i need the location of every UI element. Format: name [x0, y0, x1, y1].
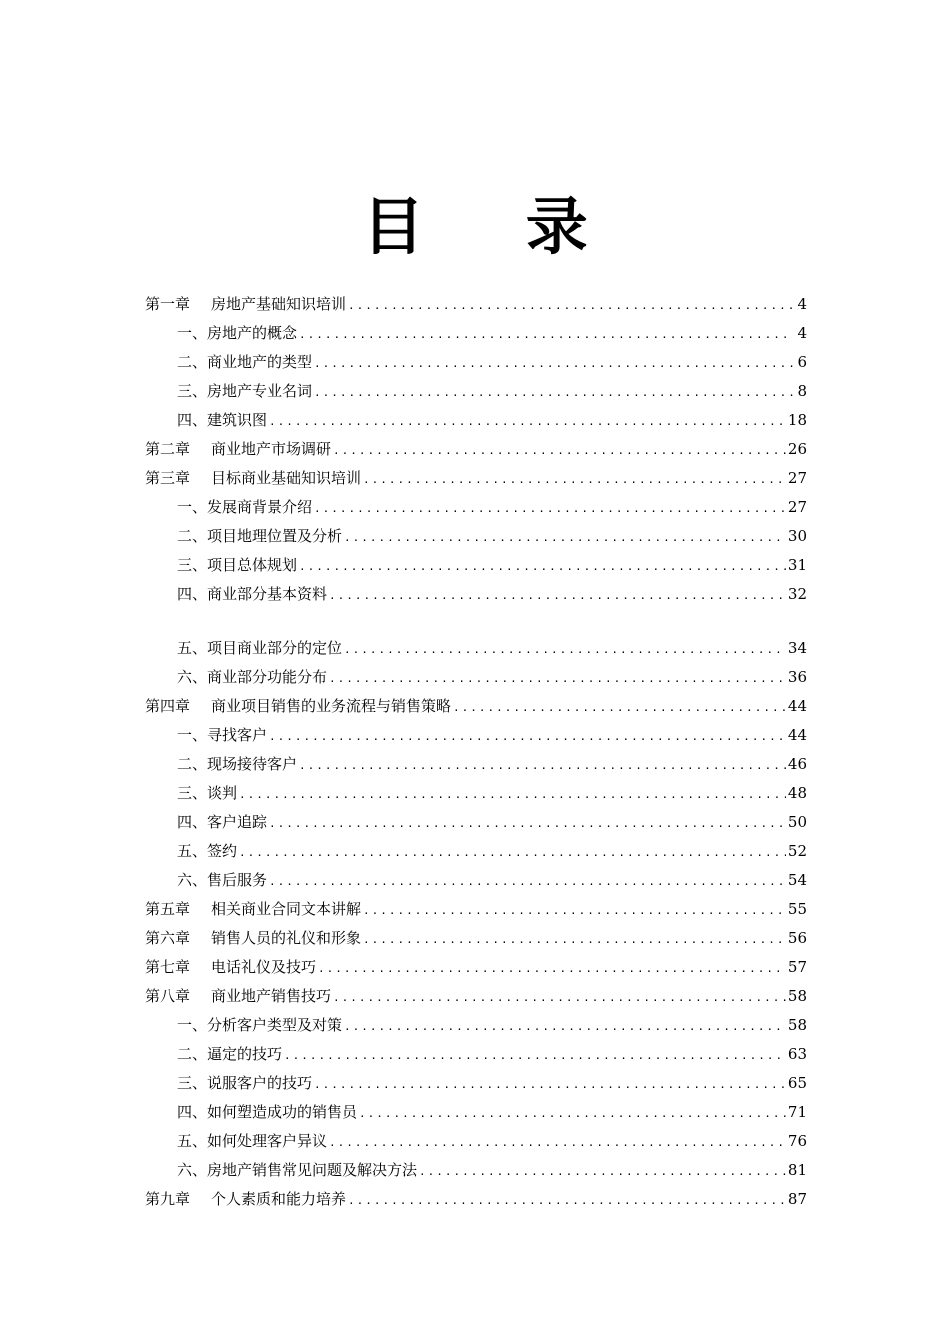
toc-entry-page: 50: [787, 813, 807, 831]
toc-entry[interactable]: [145, 982, 807, 1011]
toc-entry-page: 34: [787, 639, 807, 657]
toc-entry-page: 44: [787, 726, 807, 744]
toc-entry-number: 四、: [177, 585, 208, 603]
dot-leader: [299, 751, 786, 780]
toc-entry-title: 寻找客户: [207, 726, 268, 744]
dot-leader: [329, 581, 786, 610]
toc-entry-number: 六、: [177, 871, 208, 889]
toc-entry[interactable]: [145, 522, 807, 551]
toc-entry-page: 8: [797, 382, 807, 400]
toc-entry-number: 五、: [177, 1132, 208, 1150]
toc-entry-page: 4: [797, 295, 807, 313]
toc-entry[interactable]: [145, 779, 807, 808]
toc-entry-title: 商业项目销售的业务流程与销售策略: [211, 697, 452, 715]
dot-leader: [363, 896, 786, 925]
toc-entry-number: 一、: [177, 324, 208, 342]
toc-entry[interactable]: [145, 866, 807, 895]
toc-entry[interactable]: [145, 1069, 807, 1098]
toc-entry-number: 六、: [177, 1161, 208, 1179]
toc-entry[interactable]: [145, 551, 807, 580]
toc-entry-title: 房地产基础知识培训: [211, 295, 347, 313]
toc-entry-page: 36: [787, 668, 807, 686]
toc-entry[interactable]: [145, 377, 807, 406]
toc-entry[interactable]: [145, 493, 807, 522]
toc-entry-number: 一、: [177, 1016, 208, 1034]
toc-entry[interactable]: [145, 348, 807, 377]
toc-entry-title: 房地产的概念: [207, 324, 298, 342]
toc-entry-number: 一、: [177, 726, 208, 744]
toc-entry[interactable]: [145, 319, 807, 348]
dot-leader: [314, 378, 793, 407]
dot-leader: [363, 925, 786, 954]
toc-entry-number: 三、: [177, 784, 208, 802]
dot-leader: [363, 465, 786, 494]
dot-leader: [329, 1128, 786, 1157]
toc-entry[interactable]: [145, 837, 807, 866]
toc-entry-number: 三、: [177, 1074, 208, 1092]
toc-entry-number: 二、: [177, 353, 208, 371]
toc-entry-title: 谈判: [207, 784, 238, 802]
dot-leader: [269, 867, 786, 896]
dot-leader: [333, 983, 786, 1012]
toc-entry[interactable]: [145, 1156, 807, 1185]
toc-entry-page: 32: [787, 585, 807, 603]
toc-entry-title: 如何处理客户异议: [207, 1132, 328, 1150]
dot-leader: [329, 664, 786, 693]
dot-leader: [314, 1070, 786, 1099]
table-of-contents: [145, 290, 807, 1214]
toc-entry-title: 分析客户类型及对策: [207, 1016, 343, 1034]
toc-entry[interactable]: [145, 435, 807, 464]
toc-entry[interactable]: [145, 1098, 807, 1127]
toc-entry[interactable]: [145, 895, 807, 924]
dot-leader: [314, 494, 786, 523]
toc-entry-page: 71: [787, 1103, 807, 1121]
toc-entry-number: 第四章: [145, 697, 191, 715]
toc-entry-page: 81: [787, 1161, 807, 1179]
toc-entry-number: 四、: [177, 1103, 208, 1121]
toc-entry-page: 31: [787, 556, 807, 574]
toc-entry-page: 58: [787, 1016, 807, 1034]
toc-entry-number: 第九章: [145, 1190, 191, 1208]
toc-entry-number: 第一章: [145, 295, 191, 313]
toc-entry-number: 四、: [177, 411, 208, 429]
toc-entry-page: 46: [787, 755, 807, 773]
toc-entry-title: 目标商业基础知识培训: [211, 469, 362, 487]
toc-entry-title: 现场接待客户: [207, 755, 298, 773]
toc-entry-title: 逼定的技巧: [207, 1045, 283, 1063]
toc-entry-number: 五、: [177, 639, 208, 657]
toc-entry-title: 商业地产的类型: [207, 353, 313, 371]
toc-entry[interactable]: [145, 692, 807, 721]
dot-leader: [269, 407, 786, 436]
toc-entry-page: 56: [787, 929, 807, 947]
dot-leader: [299, 320, 793, 349]
toc-entry-number: 第三章: [145, 469, 191, 487]
dot-leader: [284, 1041, 786, 1070]
toc-entry-title: 项目商业部分的定位: [207, 639, 343, 657]
dot-leader: [299, 552, 786, 581]
toc-entry-title: 电话礼仪及技巧: [211, 958, 317, 976]
toc-entry-page: 44: [787, 697, 807, 715]
toc-entry[interactable]: [145, 290, 807, 319]
toc-entry-number: 二、: [177, 1045, 208, 1063]
toc-entry[interactable]: [145, 924, 807, 953]
toc-entry[interactable]: [145, 1185, 807, 1214]
toc-entry-title: 房地产专业名词: [207, 382, 313, 400]
toc-entry-number: 第八章: [145, 987, 191, 1005]
toc-entry[interactable]: [145, 1040, 807, 1069]
toc-entry-page: 6: [797, 353, 807, 371]
dot-leader: [314, 349, 793, 378]
toc-entry-page: 48: [787, 784, 807, 802]
toc-entry-title: 项目总体规划: [207, 556, 298, 574]
toc-entry-title: 商业地产销售技巧: [211, 987, 332, 1005]
toc-entry-number: 一、: [177, 498, 208, 516]
toc-entry-title: 项目地理位置及分析: [207, 527, 343, 545]
toc-entry-number: 第七章: [145, 958, 191, 976]
toc-entry-page: 58: [787, 987, 807, 1005]
toc-entry-number: 二、: [177, 755, 208, 773]
toc-entry-page: 54: [787, 871, 807, 889]
toc-entry[interactable]: [145, 663, 807, 692]
dot-leader: [453, 693, 786, 722]
toc-entry-title: 客户追踪: [207, 813, 268, 831]
toc-entry-number: 第五章: [145, 900, 191, 918]
dot-leader: [359, 1099, 786, 1128]
toc-entry[interactable]: [145, 953, 807, 982]
toc-entry-number: 三、: [177, 382, 208, 400]
dot-leader: [348, 291, 793, 320]
toc-entry-title: 商业部分功能分布: [207, 668, 328, 686]
toc-entry-title: 房地产销售常见问题及解决方法: [207, 1161, 418, 1179]
dot-leader: [333, 436, 786, 465]
dot-leader: [318, 954, 786, 983]
toc-entry-title: 个人素质和能力培养: [211, 1190, 347, 1208]
toc-entry-page: 52: [787, 842, 807, 860]
toc-entry-number: 五、: [177, 842, 208, 860]
toc-entry[interactable]: [145, 1011, 807, 1040]
dot-leader: [344, 1012, 786, 1041]
toc-entry-number: 二、: [177, 527, 208, 545]
toc-entry-title: 建筑识图: [207, 411, 268, 429]
toc-entry-page: 57: [787, 958, 807, 976]
toc-entry-title: 发展商背景介绍: [207, 498, 313, 516]
toc-entry[interactable]: [145, 464, 807, 493]
toc-entry-page: 55: [787, 900, 807, 918]
dot-leader: [348, 1186, 786, 1215]
toc-entry[interactable]: [145, 808, 807, 837]
dot-leader: [344, 635, 786, 664]
dot-leader: [239, 780, 786, 809]
dot-leader: [269, 809, 786, 838]
toc-entry[interactable]: [145, 721, 807, 750]
toc-entry-number: 三、: [177, 556, 208, 574]
toc-entry-title: 商业地产市场调研: [211, 440, 332, 458]
toc-entry-page: 30: [787, 527, 807, 545]
toc-entry-title: 如何塑造成功的销售员: [207, 1103, 358, 1121]
toc-entry-page: 4: [797, 324, 807, 342]
dot-leader: [344, 523, 786, 552]
dot-leader: [419, 1157, 786, 1186]
toc-entry-title: 销售人员的礼仪和形象: [211, 929, 362, 947]
toc-entry-title: 说服客户的技巧: [207, 1074, 313, 1092]
toc-entry-page: 27: [787, 469, 807, 487]
toc-entry[interactable]: [145, 406, 807, 435]
dot-leader: [239, 838, 786, 867]
toc-entry-page: 26: [787, 440, 807, 458]
toc-entry-page: 63: [787, 1045, 807, 1063]
toc-entry[interactable]: [145, 1127, 807, 1156]
toc-entry-number: 第六章: [145, 929, 191, 947]
toc-entry-page: 87: [787, 1190, 807, 1208]
toc-entry-title: 相关商业合同文本讲解: [211, 900, 362, 918]
toc-entry-page: 27: [787, 498, 807, 516]
toc-entry-title: 售后服务: [207, 871, 268, 889]
page-title: 目 录: [362, 190, 628, 263]
toc-entry[interactable]: [145, 580, 807, 609]
toc-entry[interactable]: [145, 750, 807, 779]
dot-leader: [269, 722, 786, 751]
toc-entry-page: 65: [787, 1074, 807, 1092]
toc-entry-title: 商业部分基本资料: [207, 585, 328, 603]
toc-entry-number: 第二章: [145, 440, 191, 458]
toc-entry[interactable]: [145, 634, 807, 663]
toc-entry-number: 四、: [177, 813, 208, 831]
toc-entry-title: 签约: [207, 842, 238, 860]
toc-entry-page: 18: [787, 411, 807, 429]
toc-entry-page: 76: [787, 1132, 807, 1150]
toc-entry-number: 六、: [177, 668, 208, 686]
